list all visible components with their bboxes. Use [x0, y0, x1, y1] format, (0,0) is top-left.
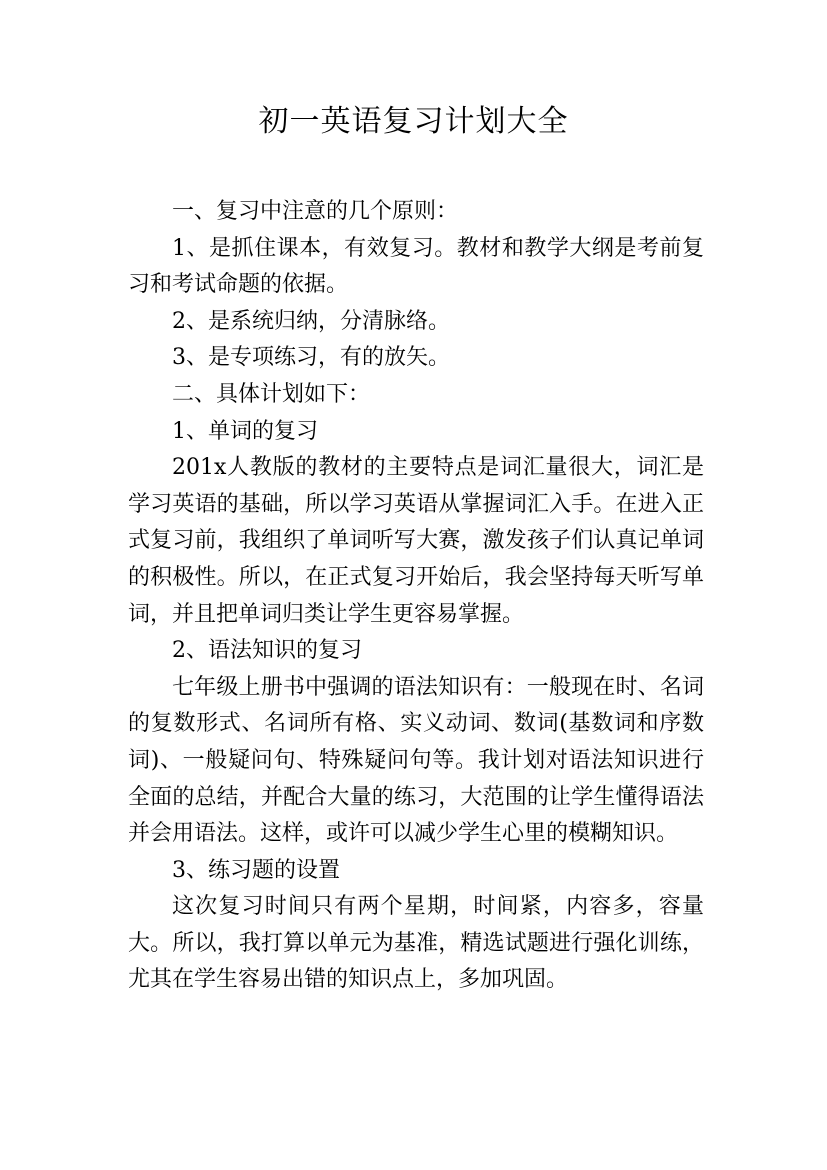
paragraph-vocabulary: 201x人教版的教材的主要特点是词汇量很大，词汇是学习英语的基础，所以学习英语从掌握词汇入手。在进入正式复习前，我组织了单词听写大赛，激发孩子们认真记单词的积极性。所以，在正式复习开始后，我会坚持每天听写单词，并且把单词归类让学生更容易掌握。: [128, 455, 704, 627]
paragraph-exercises: 这次复习时间只有两个星期，时间紧，内容多，容量大。所以，我打算以单元为基准，精选试题进行强化训练，尤其在学生容易出错的知识点上，多加巩固。: [128, 894, 704, 993]
section-heading-principles: 一、复习中注意的几个原则：: [172, 199, 459, 224]
subheading-grammar: 2、语法知识的复习: [172, 638, 362, 664]
document-title: 初一英语复习计划大全: [258, 104, 569, 139]
principle-2: 2、是系统归纳，分清脉络。: [172, 308, 450, 334]
section-heading-plan: 二、具体计划如下：: [172, 381, 371, 407]
paragraph-grammar: 七年级上册书中强调的语法知识有：一般现在时、名词的复数形式、名词所有格、实义动词、数词(基数词和序数词)、一般疑问句、特殊疑问句等。我计划对语法知识进行全面的总结，并配合大量的练习，大范围的让学生懂得语法并会用语法。这样，或许可以减少学生心里的模糊知识。: [128, 674, 704, 847]
document-body: [128, 194, 704, 999]
subheading-exercises: 3、练习题的设置: [172, 857, 340, 883]
subheading-vocabulary: 1、单词的复习: [172, 418, 318, 444]
principle-1: 1、是抓住课本，有效复习。教材和教学大纲是考前复习和考试命题的依据。: [128, 235, 704, 298]
principle-3: 3、是专项练习，有的放矢。: [172, 345, 450, 371]
